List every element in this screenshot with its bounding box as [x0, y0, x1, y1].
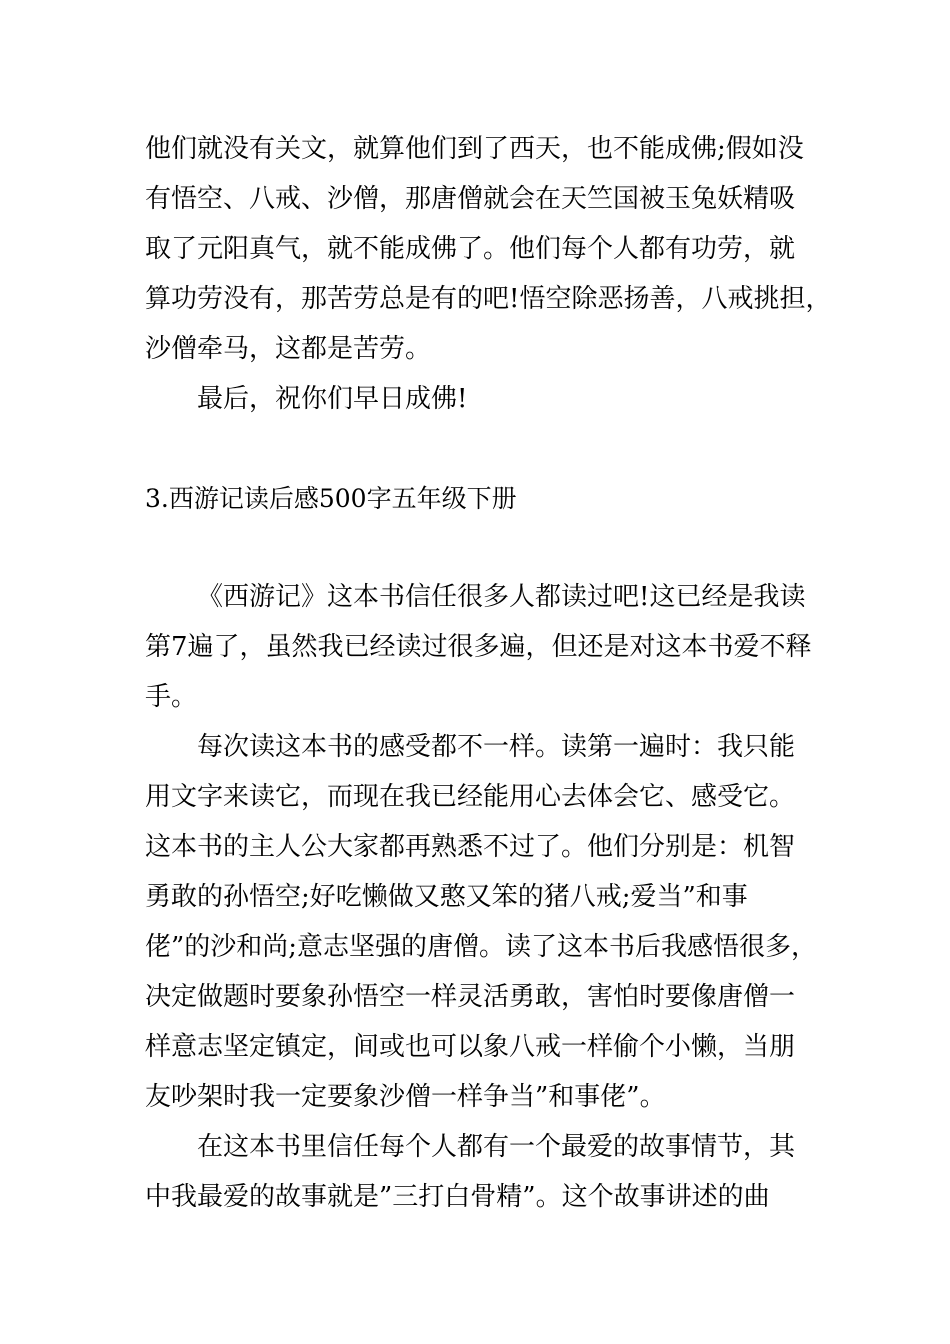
paragraph-line: 最后，祝你们早日成佛! — [197, 384, 468, 414]
paragraph-line: 友吵架时我一定要象沙僧一样争当”和事佬”。 — [145, 1082, 666, 1112]
paragraph-line: 他们就没有关文，就算他们到了西天，也不能成佛;假如没 — [145, 134, 804, 164]
paragraph-line: 勇敢的孙悟空;好吃懒做又憨又笨的猪八戒;爱当”和事 — [145, 882, 748, 912]
paragraph-line: 佬”的沙和尚;意志坚强的唐僧。读了这本书后我感悟很多， — [145, 932, 818, 962]
paragraph-line: 算功劳没有，那苦劳总是有的吧!悟空除恶扬善，八戒挑担， — [145, 284, 832, 314]
paragraph-line: 取了元阳真气，就不能成佛了。他们每个人都有功劳，就 — [145, 234, 796, 264]
paragraph-line: 第7遍了，虽然我已经读过很多遍，但还是对这本书爱不释 — [145, 632, 812, 662]
paragraph-line: 手。 — [145, 682, 198, 712]
section-heading: 3.西游记读后感500字五年级下册 — [145, 484, 517, 513]
paragraph-line: 《西游记》这本书信任很多人都读过吧!这已经是我读 — [197, 582, 806, 612]
paragraph-line: 这本书的主人公大家都再熟悉不过了。他们分别是：机智 — [145, 832, 796, 862]
paragraph-line: 决定做题时要象孙悟空一样灵活勇敢，害怕时要像唐僧一 — [145, 982, 796, 1012]
paragraph-line: 沙僧牵马，这都是苦劳。 — [145, 334, 432, 364]
paragraph-line: 中我最爱的故事就是”三打白骨精”。这个故事讲述的曲 — [145, 1182, 770, 1212]
paragraph-line: 每次读这本书的感受都不一样。读第一遍时：我只能 — [197, 732, 796, 762]
paragraph-line: 样意志坚定镇定，间或也可以象八戒一样偷个小懒，当朋 — [145, 1032, 796, 1062]
paragraph-line: 用文字来读它，而现在我已经能用心去体会它、感受它。 — [145, 782, 796, 812]
paragraph-line: 在这本书里信任每个人都有一个最爱的故事情节，其 — [197, 1132, 796, 1162]
paragraph-line: 有悟空、八戒、沙僧，那唐僧就会在天竺国被玉兔妖精吸 — [145, 184, 796, 214]
